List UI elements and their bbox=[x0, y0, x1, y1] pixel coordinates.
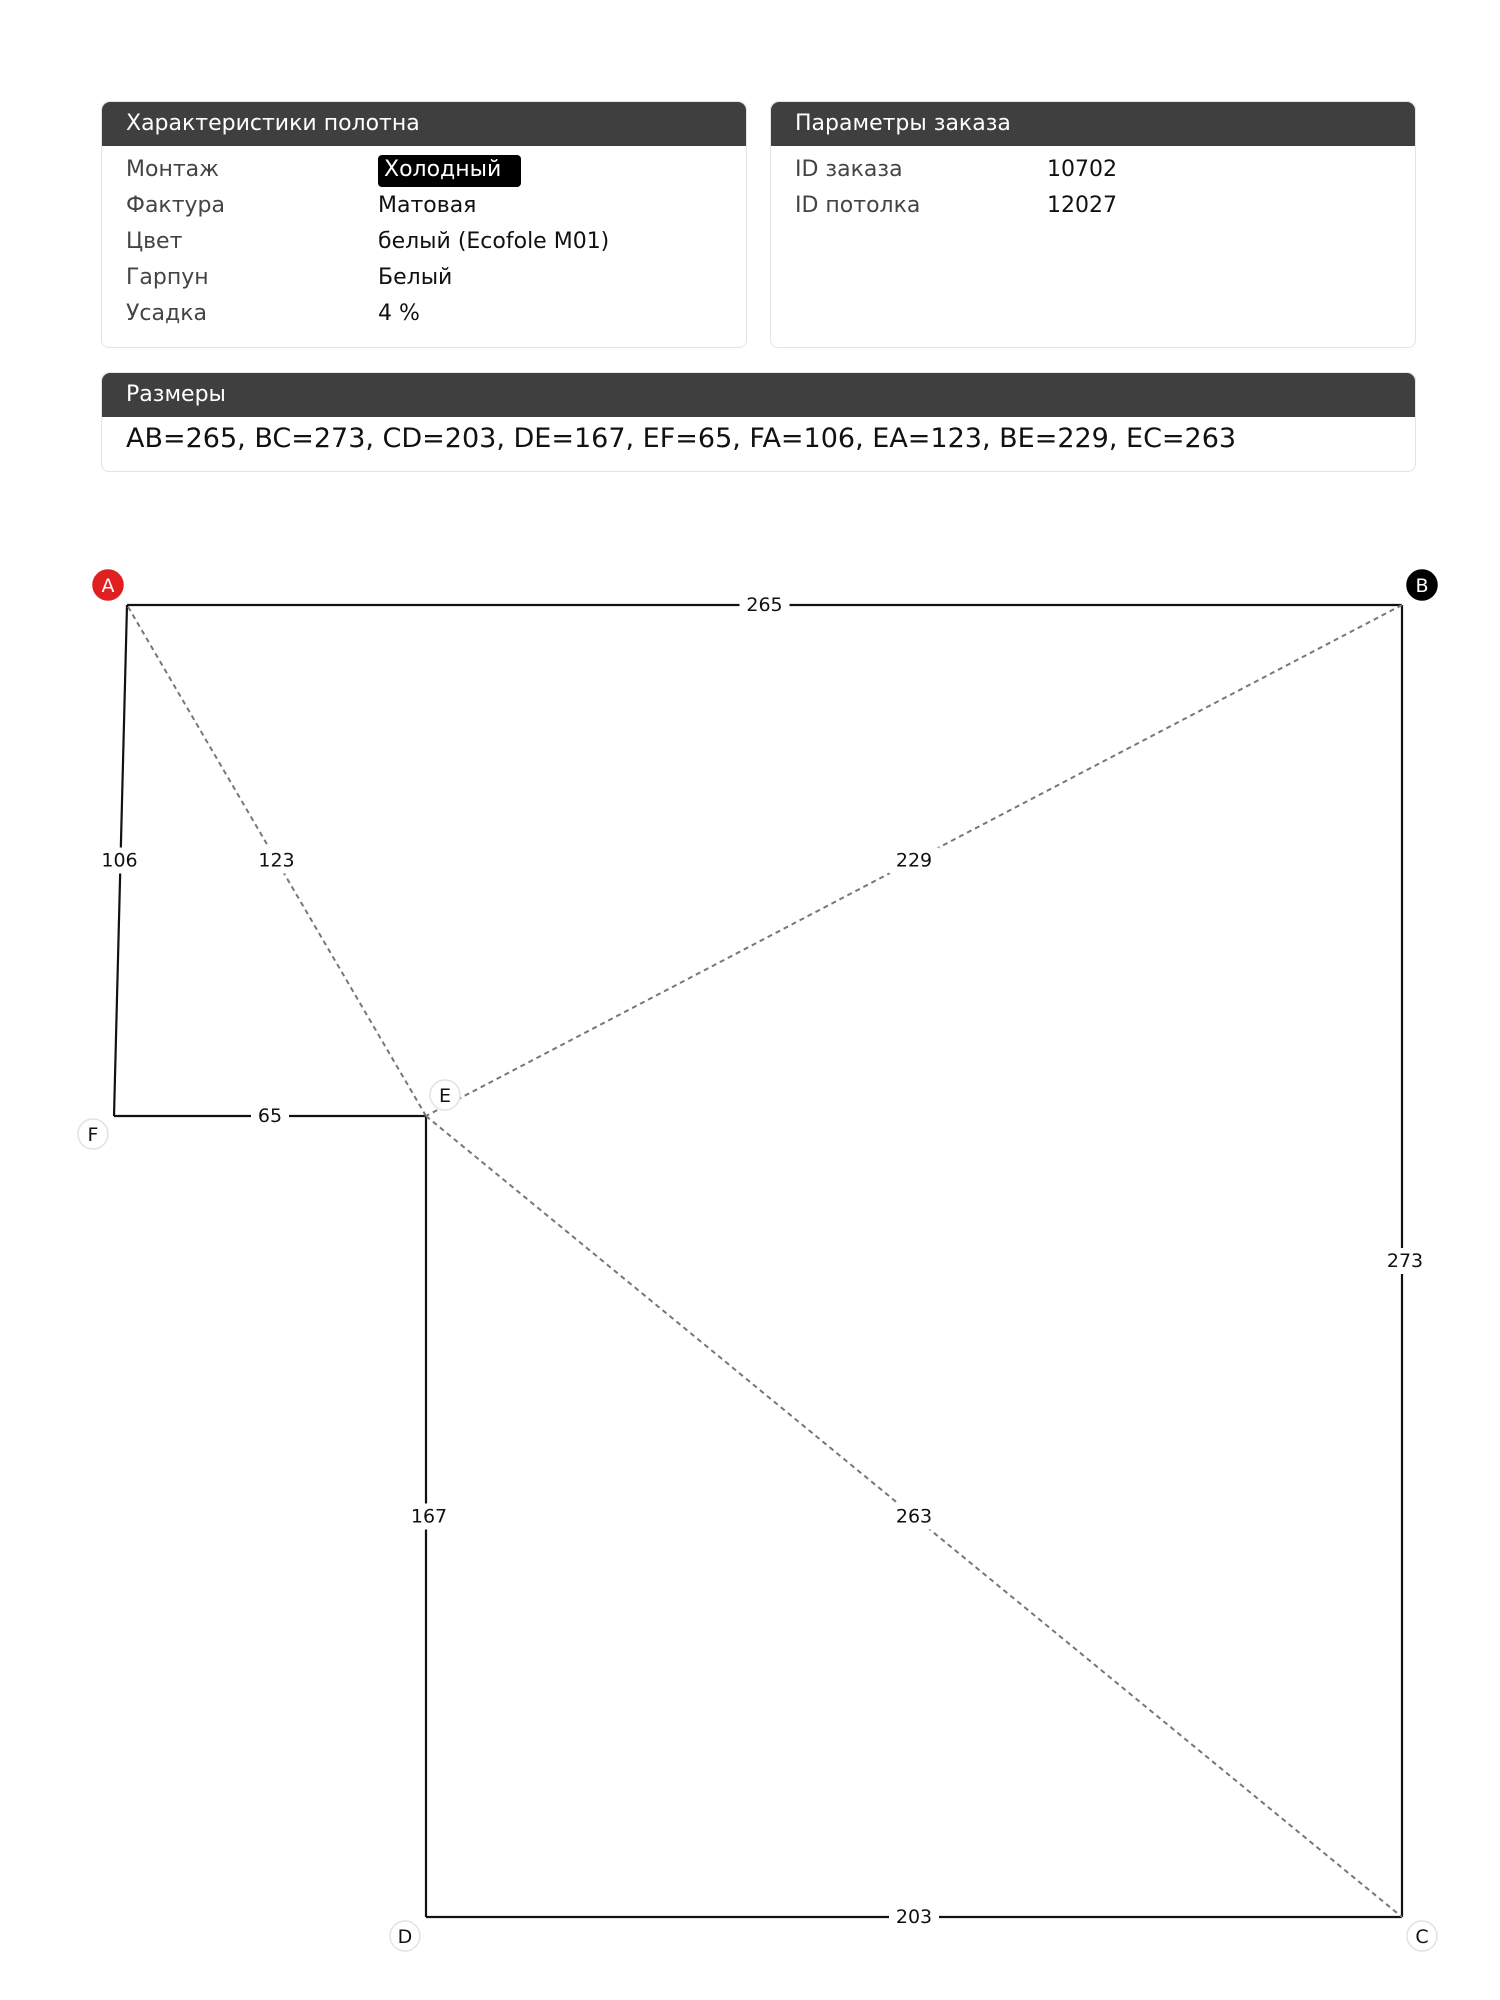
specs-row-value: Матовая bbox=[378, 193, 477, 218]
vertex-c-label: C bbox=[1415, 1926, 1429, 1948]
edge-label-bc: 273 bbox=[1386, 1250, 1424, 1272]
vertex-b-label: B bbox=[1415, 575, 1429, 597]
montage-badge: Холодный bbox=[378, 155, 521, 187]
dimensions-panel-title: Размеры bbox=[102, 373, 1415, 417]
edge-label-be: 229 bbox=[895, 849, 933, 872]
edge-label-ab: 265 bbox=[746, 594, 783, 616]
dimensions-text: AB=265, BC=273, CD=203, DE=167, EF=65, FA=106, EA=123, BE=229, EC=263 bbox=[126, 423, 1237, 454]
specs-row-value: Белый bbox=[378, 265, 453, 290]
order-panel-title: Параметры заказа bbox=[771, 102, 1415, 146]
specs-row-value: белый (Ecofole M01) bbox=[378, 229, 610, 254]
specs-row-label: Цвет bbox=[126, 229, 183, 254]
order-row-value: 10702 bbox=[1047, 157, 1117, 182]
specs-row-label: Фактура bbox=[126, 193, 225, 218]
edge-label-ec: 263 bbox=[895, 1505, 933, 1528]
order-row-label: ID заказа bbox=[795, 157, 903, 182]
order-row-label: ID потолка bbox=[795, 193, 921, 218]
edge-label-ea: 123 bbox=[258, 849, 295, 872]
vertex-d-label: D bbox=[397, 1926, 413, 1948]
vertices-layer bbox=[78, 570, 1437, 1951]
edge-label-fa: 106 bbox=[101, 849, 138, 872]
edge-label-ef: 65 bbox=[257, 1105, 283, 1127]
specs-panel-title: Характеристики полотна bbox=[102, 102, 746, 146]
edge-label-cd: 203 bbox=[895, 1906, 933, 1928]
edge-label-de: 167 bbox=[410, 1505, 448, 1528]
order-row-value: 12027 bbox=[1047, 193, 1117, 218]
vertex-e-label: E bbox=[438, 1085, 452, 1107]
edges-layer bbox=[114, 605, 1402, 1917]
specs-row-label: Усадка bbox=[126, 301, 207, 326]
specs-row-label: Монтаж bbox=[126, 157, 219, 182]
vertex-f-label: F bbox=[87, 1124, 99, 1146]
specs-row-label: Гарпун bbox=[126, 265, 209, 290]
specs-row-value: 4 % bbox=[378, 301, 420, 326]
vertex-a-label: A bbox=[101, 575, 115, 597]
edge-labels-layer bbox=[95, 592, 1431, 1930]
